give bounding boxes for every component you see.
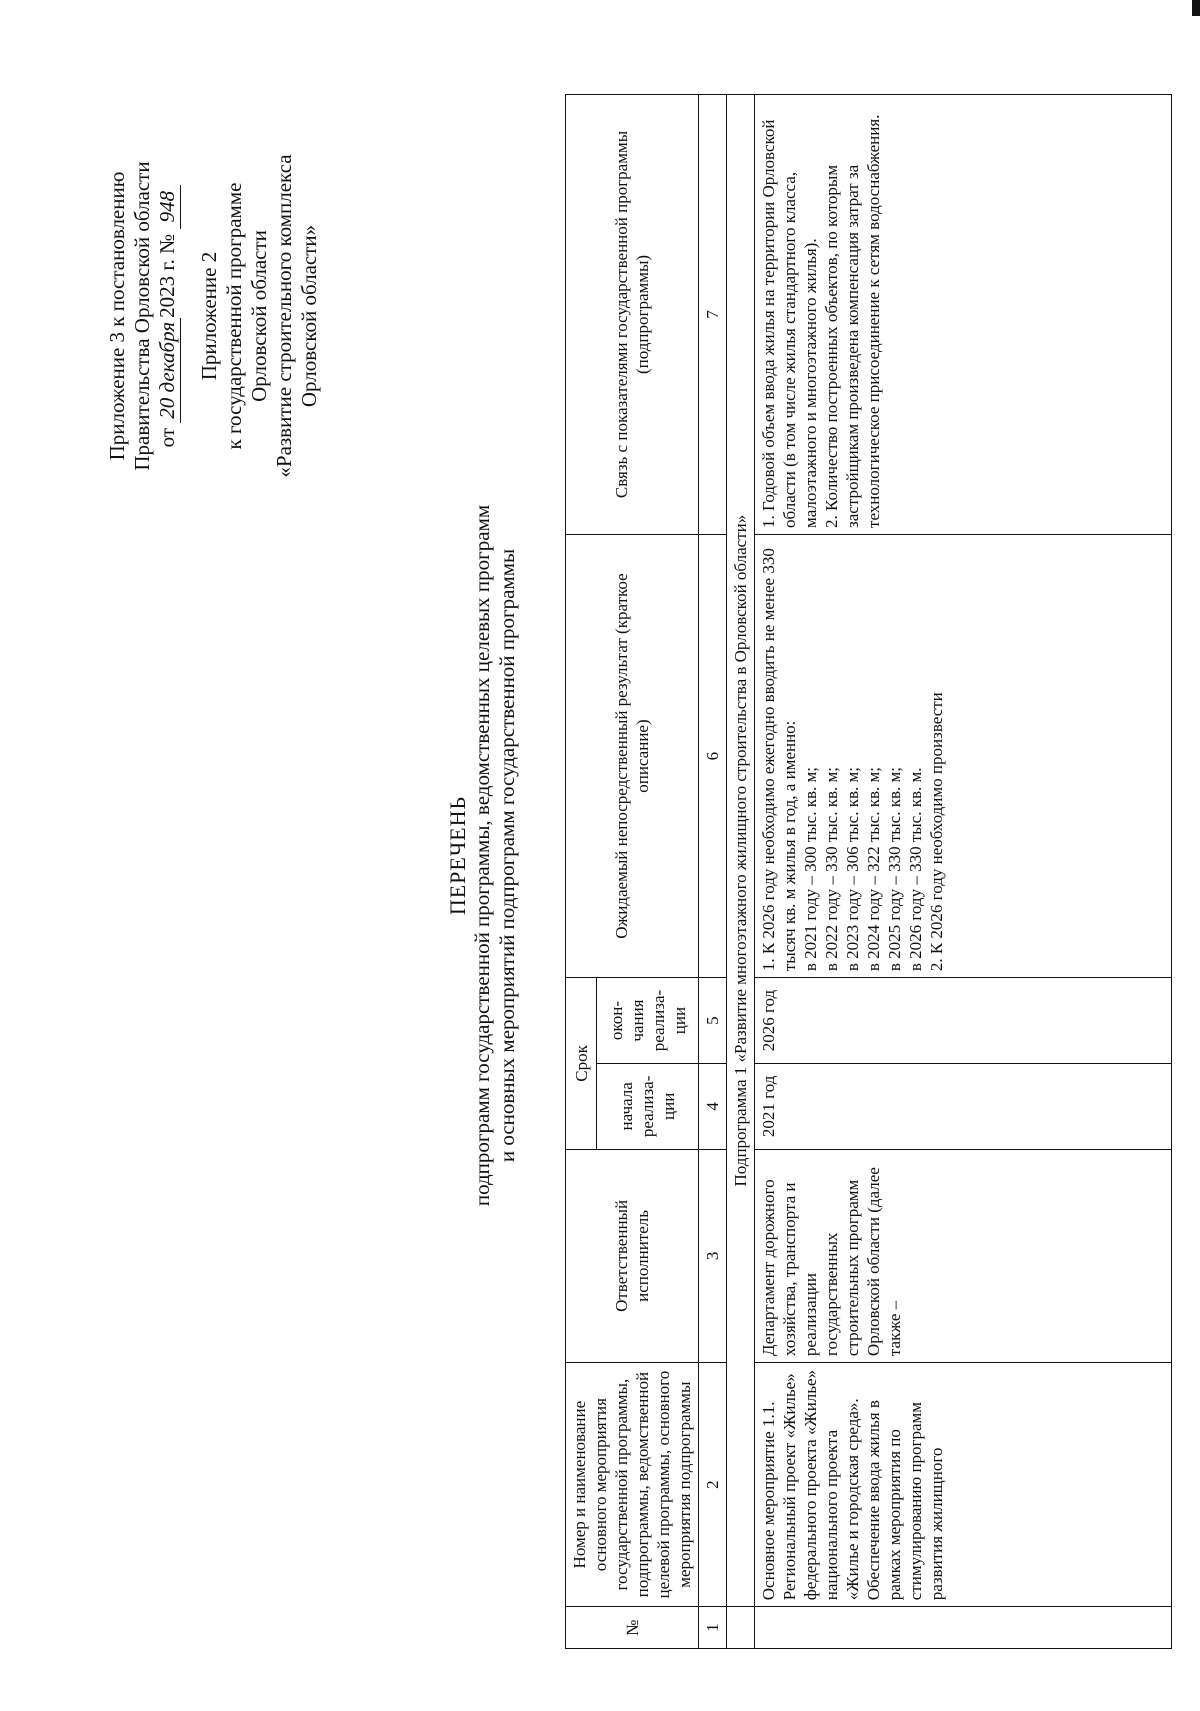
appendix-line-4: Приложение 2: [197, 251, 221, 381]
cell-result: 1. К 2026 году необходимо ежегодно вводить не менее 330 тысяч кв. м жилья в год, а именно: в 2021 году – 300 тыс. кв. м; в 2022 году – 330 тыс. кв. м; в 2023 году – 306 тыс. кв. м; в 2024 году – 322 тыс. кв. м; в 2025 году – 330 тыс. кв. м; в 2026 году – 330 тыс. кв. м. 2. К 2026 году необходимо произвести: [755, 534, 1172, 977]
col-number: 7: [699, 95, 727, 535]
appendix-line-3: от 20 декабря2023 г. № 948: [155, 101, 181, 531]
appendix-line-2: Правительства Орловской области: [130, 161, 154, 471]
appendix-block: [105, 101, 322, 531]
cell-name: Основное мероприятие 1.1. Региональный проект «Жилье» федерального проекта «Жилье» национального проекта «Жилье и городская среда». Обеспечение ввода жилья в рамках мероприятия по стимулированию программ развития жилищного: [755, 1363, 1172, 1607]
header-num: №: [566, 1607, 699, 1649]
col-number: 4: [699, 1063, 727, 1149]
cell-end: 2026 год: [755, 978, 1172, 1064]
handwritten-date: 20 декабря: [155, 318, 181, 423]
header-term: Срок: [566, 978, 597, 1150]
appendix-line-1: Приложение 3 к постановлению: [105, 171, 129, 461]
subprogram-row: [727, 95, 755, 1649]
col-number: 5: [699, 978, 727, 1064]
handwritten-number: 948: [155, 185, 181, 229]
header-executor: Ответственный исполнитель: [566, 1149, 699, 1362]
col-number: 2: [699, 1363, 727, 1607]
title-main: ПЕРЕЧЕНЬ: [445, 795, 470, 916]
header-end: окон-чания реализа-ции: [597, 978, 699, 1064]
appendix-line-5: к государственной программе: [222, 182, 246, 450]
column-numbers-row: [699, 95, 727, 1649]
appendix-line-6: Орловской области: [247, 230, 271, 402]
table-row: [755, 95, 1172, 1649]
programs-table: [565, 94, 1172, 1649]
document-title: [445, 0, 520, 1711]
title-line-2: подпрограмм государственной программы, ведомственных целевых программ: [470, 504, 494, 1207]
header-start: начала реализа-ции: [597, 1063, 699, 1149]
title-line-3: и основных мероприятий подпрограмм государственной программы: [495, 548, 519, 1163]
col-number: 6: [699, 534, 727, 977]
subprogram-title: Подпрограмма 1 «Развитие многоэтажного жилищного строительства в Орловской области»: [727, 95, 755, 1607]
header-row: [566, 95, 597, 1649]
col-number: 1: [699, 1607, 727, 1649]
appendix-line-7: «Развитие строительного комплекса: [272, 154, 296, 478]
appendix-line-8: Орловской области»: [297, 224, 321, 408]
cell-start: 2021 год: [755, 1063, 1172, 1149]
cell-executor: Департамент дорожного хозяйства, транспорта и реализации государственных строительных программ Орловской области (далее также –: [755, 1149, 1172, 1362]
header-result: Ожидаемый непосредственный результат (краткое описание): [566, 534, 699, 977]
header-name: Номер и наименование основного мероприятия государственной программы, подпрограммы, ведомственной целевой программы, основного мероприятия подпрограммы: [566, 1363, 699, 1607]
cell-num: [755, 1607, 1172, 1649]
col-number: 3: [699, 1149, 727, 1362]
cell-link: 1. Годовой объем ввода жилья на территории Орловской области (в том числе жилья стандартного класса, малоэтажного и многоэтажного жилья). 2. Количество построенных объектов, по которым застройщикам произведена компенсация затрат за технологическое присоединение к сетям водоснабжения.: [755, 95, 1172, 535]
header-link: Связь с показателями государственной программы (подпрограммы): [566, 95, 699, 535]
